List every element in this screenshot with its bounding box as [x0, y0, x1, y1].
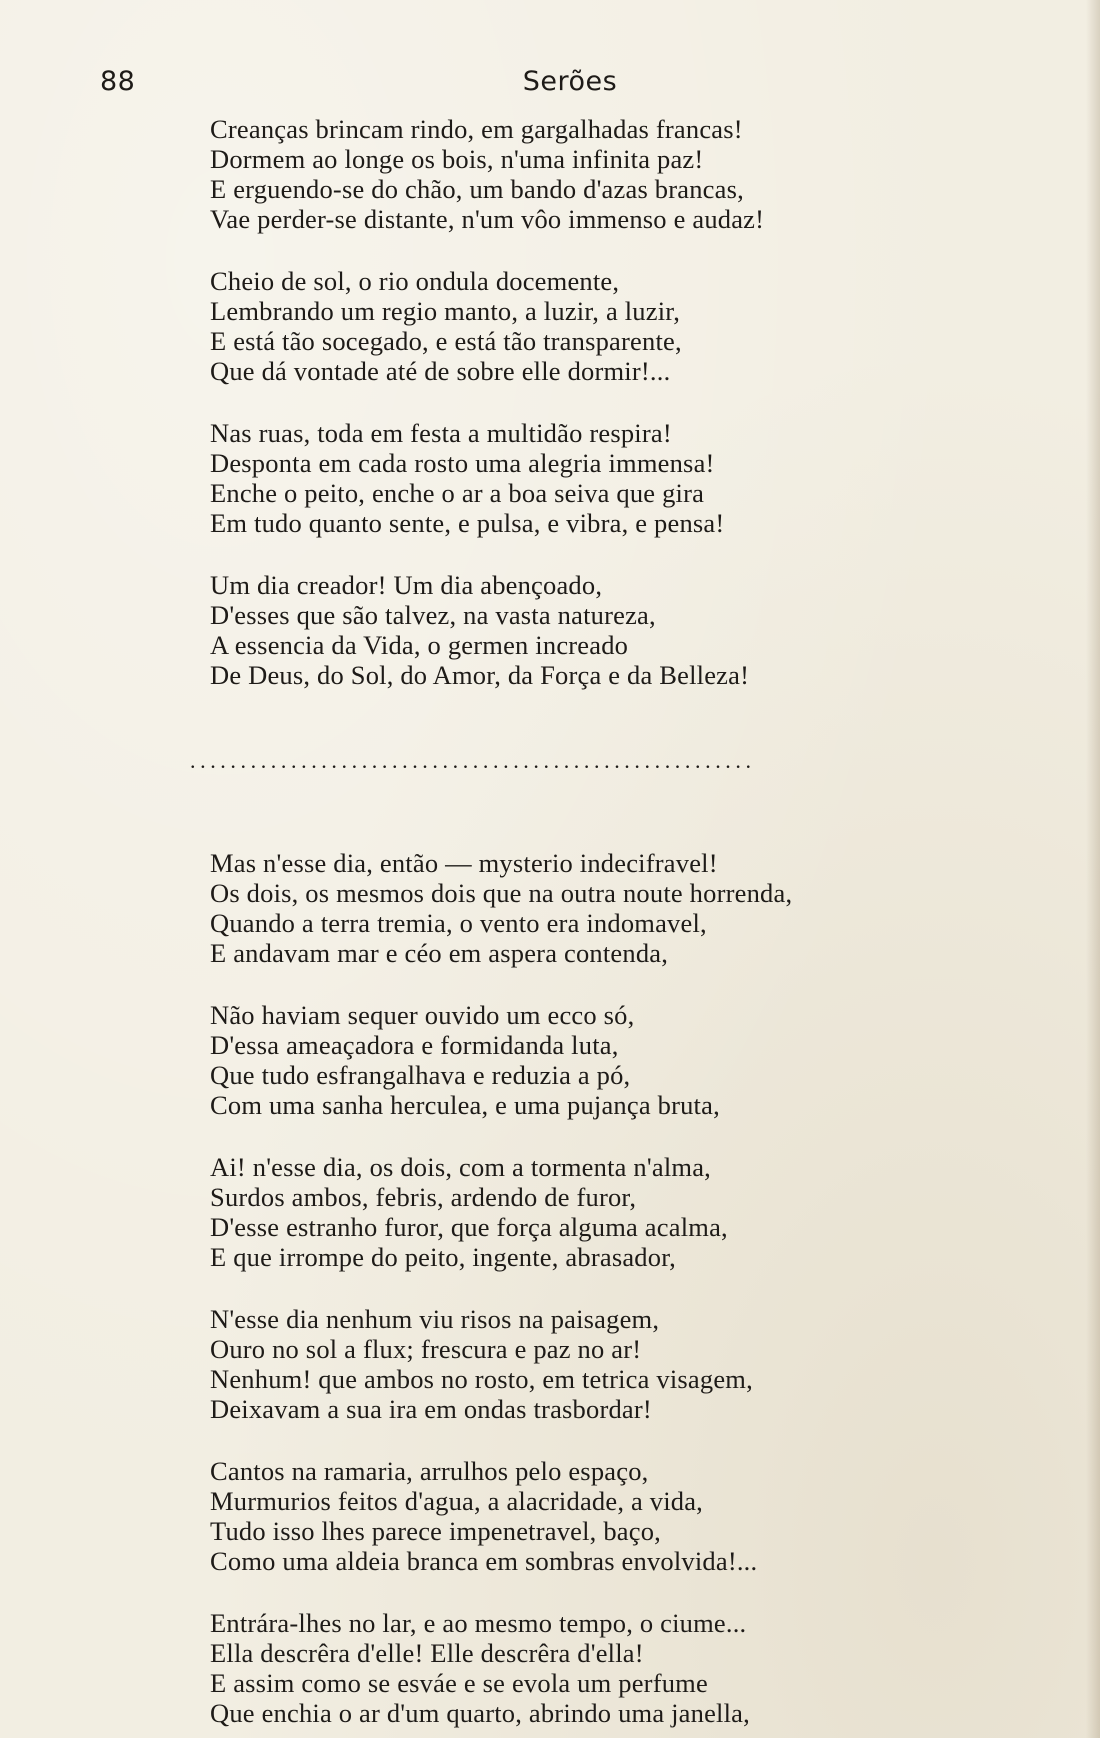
- verse-line: Ella descrêra d'elle! Elle descrêra d'ella!: [210, 1638, 644, 1668]
- verse-line: Ouro no sol a flux; frescura e paz no ar!: [210, 1334, 642, 1364]
- stanza: [210, 570, 970, 690]
- verse-line: Nenhum! que ambos no rosto, em tetrica visagem,: [210, 1364, 753, 1394]
- stanza: [210, 1608, 970, 1728]
- verse-line: E assim como se esváe e se evola um perfume: [210, 1668, 708, 1698]
- verse-line: Murmurios feitos d'agua, a alacridade, a vida,: [210, 1486, 704, 1516]
- verse-line: D'esses que são talvez, na vasta natureza,: [210, 600, 656, 630]
- verse-line: E andavam mar e céo em aspera contenda,: [210, 938, 669, 968]
- verse-line: N'esse dia nenhum viu risos na paisagem,: [210, 1304, 660, 1334]
- poem-body: [190, 114, 970, 1728]
- verse-line: Enche o peito, enche o ar a boa seiva que gira: [210, 478, 705, 508]
- stanza: [210, 114, 970, 234]
- verse-line: A essencia da Vida, o germen increado: [210, 630, 629, 660]
- verse-line: Não haviam sequer ouvido um ecco só,: [210, 1000, 635, 1030]
- verse-line: Lembrando um regio manto, a luzir, a luzir,: [210, 296, 681, 326]
- stanza: [210, 266, 970, 386]
- verse-line: Ai! n'esse dia, os dois, com a tormenta n'alma,: [210, 1152, 711, 1182]
- stanza: [210, 418, 970, 538]
- verse-line: Vae perder-se distante, n'um vôo immenso e audaz!: [210, 204, 765, 234]
- verse-line: E está tão socegado, e está tão transparente,: [210, 326, 682, 356]
- verse-line: Quando a terra tremia, o vento era indomavel,: [210, 908, 707, 938]
- verse-line: Nas ruas, toda em festa a multidão respira!: [210, 418, 672, 448]
- verse-line: Os dois, os mesmos dois que na outra noute horrenda,: [210, 878, 793, 908]
- verse-line: Que tudo esfrangalhava e reduzia a pó,: [210, 1060, 631, 1090]
- verse-line: Tudo isso lhes parece impenetravel, baço,: [210, 1516, 661, 1546]
- verse-line: D'essa ameaçadora e formidanda luta,: [210, 1030, 619, 1060]
- verse-line: Deixavam a sua ira em ondas trasbordar!: [210, 1394, 652, 1424]
- verse-line: Cheio de sol, o rio ondula docemente,: [210, 266, 620, 296]
- running-head: [100, 66, 1000, 106]
- verse-line: Dormem ao longe os bois, n'uma infinita paz!: [210, 144, 704, 174]
- dotted-separator: ........................................................: [190, 748, 756, 773]
- verse-line: De Deus, do Sol, do Amor, da Força e da Belleza!: [210, 660, 750, 690]
- verse-line: Desponta em cada rosto uma alegria immensa!: [210, 448, 715, 478]
- stanza: [210, 848, 970, 968]
- verse-line: Creanças brincam rindo, em gargalhadas francas!: [210, 114, 743, 144]
- stanza: [210, 1152, 970, 1272]
- verse-line: D'esse estranho furor, que força alguma acalma,: [210, 1212, 728, 1242]
- verse-line: Que dá vontade até de sobre elle dormir!...: [210, 356, 671, 386]
- page-number: 88: [100, 66, 136, 97]
- verse-line: E erguendo-se do chão, um bando d'azas brancas,: [210, 174, 744, 204]
- verse-line: Um dia creador! Um dia abençoado,: [210, 570, 603, 600]
- running-title: Serões: [522, 66, 618, 97]
- verse-line: Com uma sanha herculea, e uma pujança bruta,: [210, 1090, 720, 1120]
- verse-line: Surdos ambos, febris, ardendo de furor,: [210, 1182, 637, 1212]
- stanza: [210, 1456, 970, 1576]
- verse-line: Entrára-lhes no lar, e ao mesmo tempo, o ciume...: [210, 1608, 747, 1638]
- stanza: [210, 1000, 970, 1120]
- verse-line: E que irrompe do peito, ingente, abrasador,: [210, 1242, 676, 1272]
- verse-line: Mas n'esse dia, então — mysterio indecifravel!: [210, 848, 718, 878]
- verse-line: Que enchia o ar d'um quarto, abrindo uma janella,: [210, 1698, 750, 1728]
- verse-line: Em tudo quanto sente, e pulsa, e vibra, e pensa!: [210, 508, 725, 538]
- verse-line: Cantos na ramaria, arrulhos pelo espaço,: [210, 1456, 649, 1486]
- verse-line: Como uma aldeia branca em sombras envolvida!...: [210, 1546, 758, 1576]
- stanza: [210, 1304, 970, 1424]
- page-edge-shadow: [1086, 0, 1100, 1738]
